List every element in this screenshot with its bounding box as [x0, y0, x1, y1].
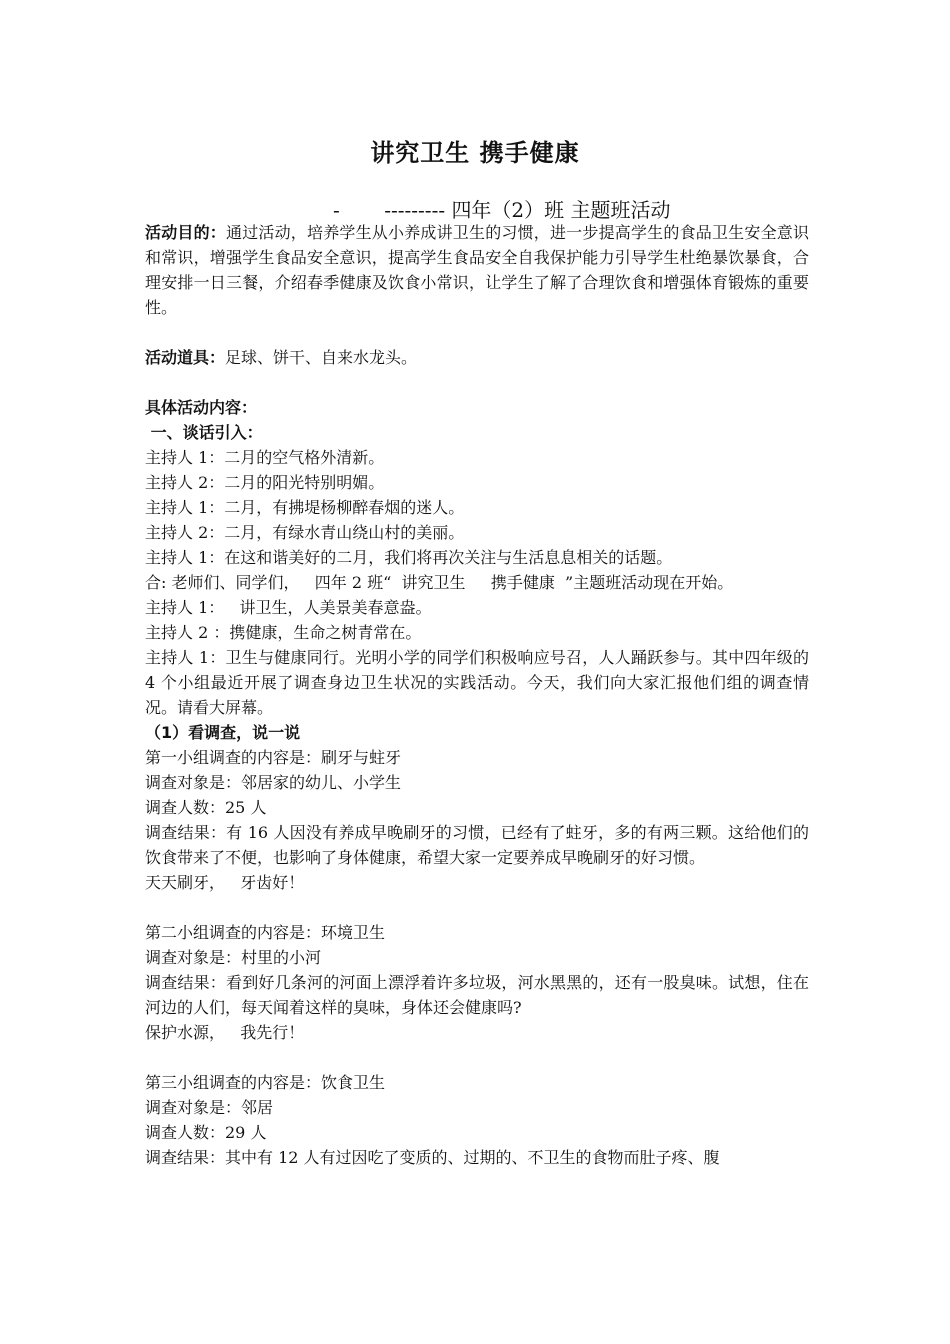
dialogue-line: 主持人 2 ：携健康，生命之树青常在。	[145, 623, 422, 642]
activity-purpose	[145, 220, 809, 320]
dialogue-line: 主持人 1： 讲卫生，人美景美春意盎。	[145, 598, 432, 617]
subsection-heading: （1）看调查，说一说	[145, 723, 301, 742]
spacer	[145, 895, 809, 920]
purpose-text: 通过活动，培养学生从小养成讲卫生的习惯，进一步提高学生的食品卫生安全意识和常识，增强学生食品安全意识，提高学生食品安全自我保护能力引导学生杜绝暴饮暴食，合理安排一日三餐，介绍春季健康及饮食小常识，让学生了解了合理饮食和增强体育锻炼的重要性。	[145, 223, 809, 317]
spacer	[145, 320, 809, 345]
spacer	[145, 370, 809, 395]
group1-line: 调查结果：有 16 人因没有养成早晚刷牙的习惯，已经有了蛀牙，多的有两三颗。这给他们的饮食带来了不便，也影响了身体健康，希望大家一定要养成早晚刷牙的好习惯。	[145, 823, 809, 867]
group2-line: 保护水源， 我先行！	[145, 1023, 305, 1042]
group1-line: 天天刷牙， 牙齿好！	[145, 873, 305, 892]
group2-line: 第二小组调查的内容是：环境卫生	[145, 923, 386, 942]
group2-line: 调查对象是：村里的小河	[145, 948, 322, 967]
dialogue-line: 主持人 1：二月，有拂堤杨柳醉春烟的迷人。	[145, 498, 465, 517]
spacer	[145, 1045, 809, 1070]
props-text: 足球、饼干、自来水龙头。	[225, 348, 418, 367]
purpose-label: 活动目的：	[145, 223, 226, 242]
group3-line: 调查结果：其中有 12 人有过因吃了变质的、过期的、不卫生的食物而肚子疼、腹	[145, 1148, 720, 1167]
dialogue-line: 合: 老师们、同学们， 四年 2 班“ 讲究卫生 携手健康 ”主题班活动现在开始。	[145, 573, 734, 592]
page-subtitle: - --------- 四年（2）班 主题班活动	[333, 198, 671, 222]
group3-line: 调查人数：29 人	[145, 1123, 267, 1142]
content-heading: 具体活动内容：	[145, 398, 258, 417]
dialogue-line: 主持人 1：卫生与健康同行。光明小学的同学们积极响应号召，人人踊跃参与。其中四年级的 4 个小组最近开展了调查身边卫生状况的实践活动。今天，我们向大家汇报他们组的调查情况。请看大屏幕。	[145, 648, 809, 717]
dialogue-line: 主持人 1：在这和谐美好的二月，我们将再次关注与生活息息相关的话题。	[145, 548, 673, 567]
dialogue-line: 主持人 2：二月的阳光特别明媚。	[145, 473, 385, 492]
group3-line: 调查对象是：邻居	[145, 1098, 274, 1117]
dialogue-line: 主持人 2：二月，有绿水青山绕山村的美丽。	[145, 523, 465, 542]
page-title: 讲究卫生 携手健康	[370, 139, 580, 167]
props-label: 活动道具：	[145, 348, 226, 367]
group1-line: 第一小组调查的内容是：刷牙与蛀牙	[145, 748, 402, 767]
group1-line: 调查对象是：邻居家的幼儿、小学生	[145, 773, 402, 792]
section-heading: 一、谈话引入：	[145, 423, 263, 442]
dialogue-line: 主持人 1：二月的空气格外清新。	[145, 448, 385, 467]
group2-line: 调查结果：看到好几条河的河面上漂浮着许多垃圾，河水黑黑的，还有一股臭味。试想，住在河边的人们，每天闻着这样的臭味，身体还会健康吗?	[145, 973, 809, 1017]
activity-props	[145, 345, 809, 370]
document-body	[145, 220, 809, 1170]
group3-line: 第三小组调查的内容是：饮食卫生	[145, 1073, 386, 1092]
group1-line: 调查人数：25 人	[145, 798, 267, 817]
